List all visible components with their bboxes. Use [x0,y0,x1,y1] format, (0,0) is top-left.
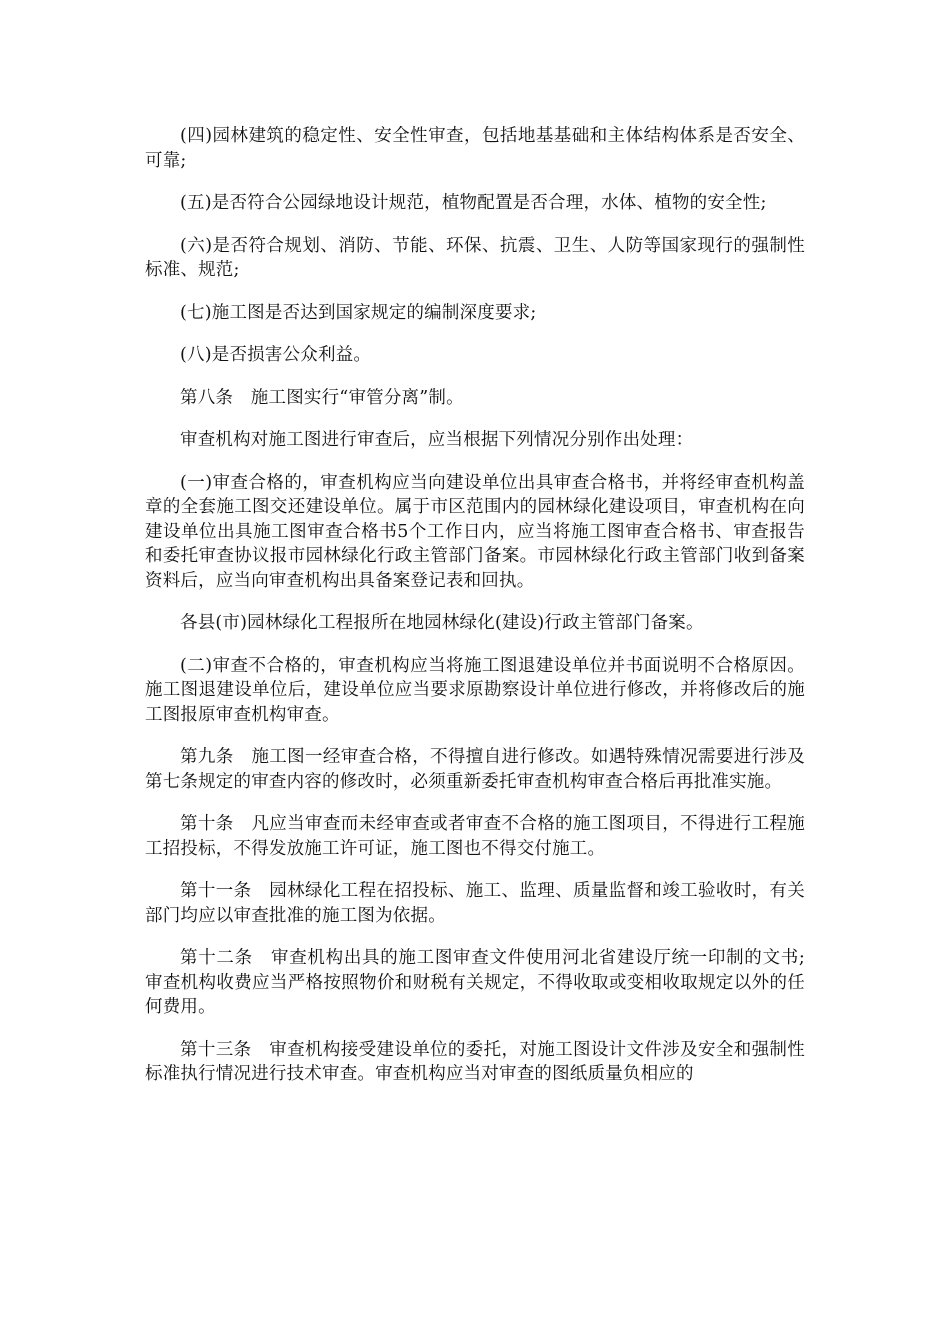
paragraph-item-4-building-stability: (四)园林建筑的稳定性、安全性审查，包括地基基础和主体结构体系是否安全、可靠; [145,126,805,171]
paragraph-article-11: 第十一条 园林绿化工程在招投标、施工、监理、质量监督和竣工验收时，有关部门均应以审查批准的施工图为依据。 [145,881,805,926]
paragraph-item-8-public-interest: (八)是否损害公众利益。 [180,345,372,365]
paragraph-review-failed: (二)审查不合格的，审查机构应当将施工图退建设单位并书面说明不合格原因。施工图退建设单位后，建设单位应当要求原勘察设计单位进行修改，并将修改后的施工图报原审查机构审查。 [145,655,805,725]
paragraph-item-7-drawing-depth: (七)施工图是否达到国家规定的编制深度要求; [180,302,537,323]
paragraph-review-passed: (一)审查合格的，审查机构应当向建设单位出具审查合格书，并将经审查机构盖章的全套施工图交还建设单位。属于市区范围内的园林绿化建设项目，审查机构在向建设单位出具施工图审查合格书5个工作日内，应当将施工图审查合格书、审查报告和委托审查协议报市园林绿化行政主管部门备案。市园林绿化行政主管部门收到备案资料后，应当向审查机构出具备案登记表和回执。 [145,472,805,591]
paragraph-article-13: 第十三条 审查机构接受建设单位的委托，对施工图设计文件涉及安全和强制性标准执行情况进行技术审查。审查机构应当对审查的图纸质量负相应的 [145,1039,805,1084]
paragraph-review-handling: 审查机构对施工图进行审查后，应当根据下列情况分别作出处理： [180,430,694,450]
paragraph-county-filing: 各县(市)园林绿化工程报所在地园林绿化(建设)行政主管部门备案。 [180,613,704,633]
paragraph-article-8: 第八条 施工图实行“审管分离”制。 [180,387,464,408]
paragraph-item-6-mandatory-standards: (六)是否符合规划、消防、节能、环保、抗震、卫生、人防等国家现行的强制性标准、规范; [145,235,805,280]
paragraph-article-10: 第十条 凡应当审查而未经审查或者审查不合格的施工图项目，不得进行工程施工招投标，不得发放施工许可证，施工图也不得交付施工。 [145,814,805,859]
paragraph-article-12: 第十二条 审查机构出具的施工图审查文件使用河北省建设厅统一印制的文书;审查机构收费应当严格按照物价和财税有关规定，不得收取或变相收取规定以外的任何费用。 [145,948,805,1017]
paragraph-item-5-green-space-norms: (五)是否符合公园绿地设计规范，植物配置是否合理，水体、植物的安全性; [180,193,767,213]
document-body [145,124,805,1105]
paragraph-article-9: 第九条 施工图一经审查合格，不得擅自进行修改。如遇特殊情况需要进行涉及第七条规定的审查内容的修改时，必须重新委托审查机构审查合格后再批准实施。 [145,747,805,792]
